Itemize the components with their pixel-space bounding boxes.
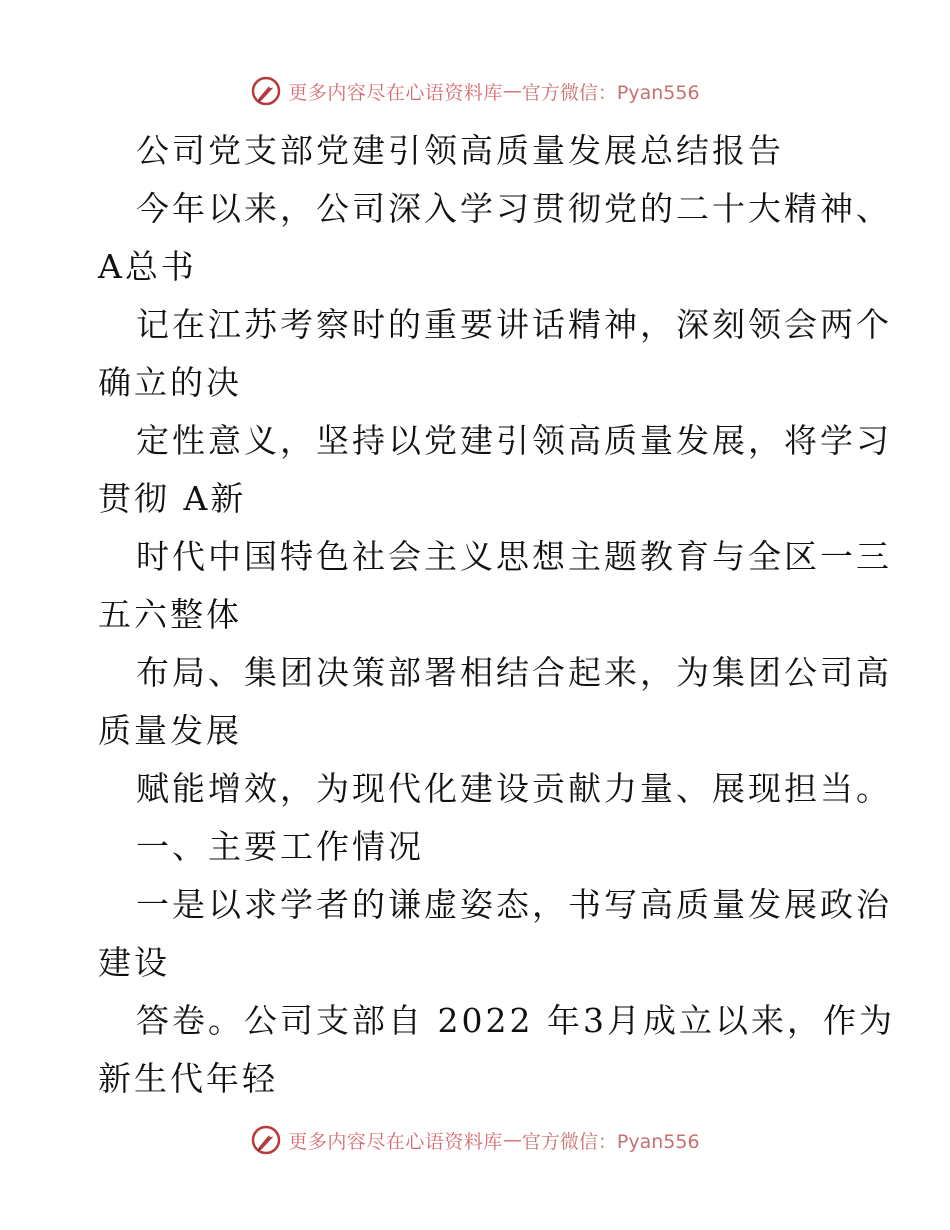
document-line: 布局、集团决策部署相结合起来，为集团公司高 xyxy=(136,653,892,692)
document-line: 新生代年轻 xyxy=(98,1059,278,1098)
document-line: 建设 xyxy=(98,943,170,982)
pen-logo-icon xyxy=(250,75,282,107)
document-line: 确立的决 xyxy=(98,363,242,402)
document-line: 一是以求学者的谦虚姿态，书写高质量发展政治 xyxy=(136,885,892,924)
document-line: A总书 xyxy=(98,247,197,286)
document-line: 质量发展 xyxy=(98,711,242,750)
document-line: 时代中国特色社会主义思想主题教育与全区一三 xyxy=(136,537,892,576)
document-line: 一、主要工作情况 xyxy=(136,827,424,866)
header-banner xyxy=(0,71,950,111)
pen-logo-icon xyxy=(250,1124,282,1156)
banner-wechat: 官方微信：Pyan556 xyxy=(521,1130,700,1153)
banner-dash: — xyxy=(502,80,522,102)
banner-dash: — xyxy=(502,1129,522,1151)
document-line: 定性意义，坚持以党建引领高质量发展，将学习 xyxy=(136,421,892,460)
footer-banner xyxy=(0,1120,950,1160)
document-body xyxy=(98,122,895,1108)
banner-site-name: 更多内容尽在心语资料库 xyxy=(288,1130,503,1153)
document-line: 赋能增效，为现代化建设贡献力量、展现担当。 xyxy=(136,769,892,808)
banner-site-name: 更多内容尽在心语资料库 xyxy=(288,81,503,104)
document-line: 五六整体 xyxy=(98,595,242,634)
banner-wechat: 官方微信：Pyan556 xyxy=(521,81,700,104)
document-line: 记在江苏考察时的重要讲话精神，深刻领会两个 xyxy=(136,305,892,344)
document-line: 公司党支部党建引领高质量发展总结报告 xyxy=(136,131,784,170)
document-line: 答卷。公司支部自 2022 年3月成立以来，作为 xyxy=(136,1001,895,1040)
document-line: 贯彻 A新 xyxy=(98,479,247,518)
document-line: 今年以来，公司深入学习贯彻党的二十大精神、 xyxy=(136,189,892,228)
